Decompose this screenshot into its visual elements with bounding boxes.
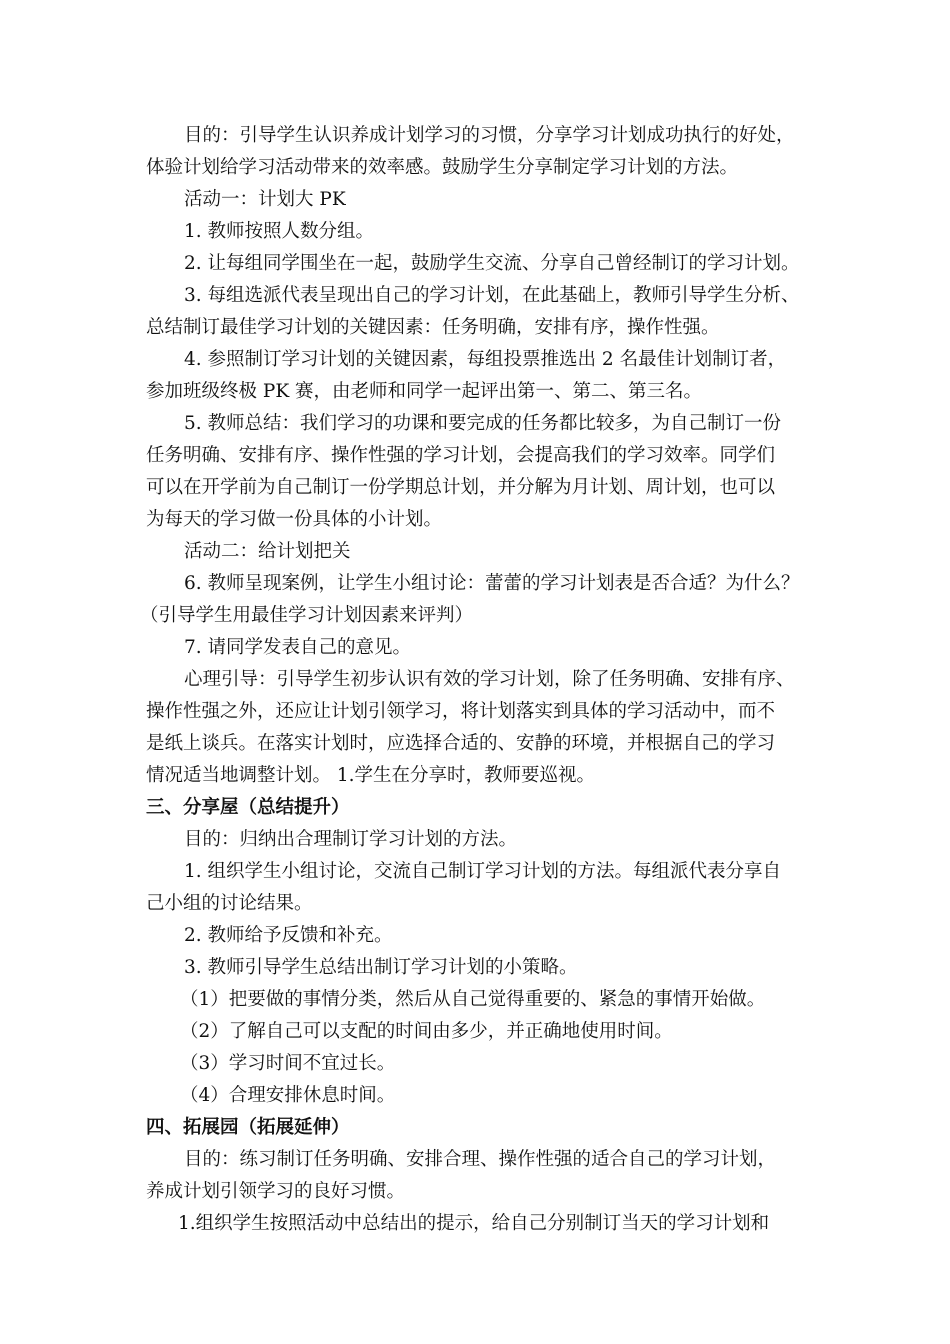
list-item: 2. 教师给予反馈和补充。: [184, 925, 393, 946]
guidance-paragraph: 心理引导：引导学生初步认识有效的学习计划，除了任务明确、安排有序、: [184, 669, 795, 690]
list-item: 1. 组织学生小组讨论，交流自己制订学习计划的方法。每组派代表分享自: [184, 861, 782, 882]
list-item: 7. 请同学发表自己的意见。: [184, 637, 412, 658]
list-item: 6. 教师呈现案例，让学生小组讨论：蕾蕾的学习计划表是否合适？为什么？: [184, 573, 800, 594]
paragraph-line: （引导学生用最佳学习计划因素来评判）: [140, 605, 474, 626]
paragraph-line: 情况适当地调整计划。 1.学生在分享时，教师要巡视。: [146, 765, 596, 786]
activity-title: 活动二：给计划把关: [184, 541, 351, 562]
paragraph-line: 总结制订最佳学习计划的关键因素：任务明确，安排有序，操作性强。: [146, 317, 720, 338]
list-item: 2. 让每组同学围坐在一起，鼓励学生交流、分享自己曾经制订的学习计划。: [184, 253, 800, 274]
sub-list-item: （2）了解自己可以支配的时间由多少，并正确地使用时间。: [180, 1021, 673, 1042]
paragraph-line: 参加班级终极 PK 赛，由老师和同学一起评出第一、第二、第三名。: [146, 381, 703, 402]
paragraph-line: 养成计划引领学习的良好习惯。: [146, 1181, 406, 1202]
sub-list-item: （3）学习时间不宜过长。: [180, 1053, 396, 1074]
paragraph-line: 可以在开学前为自己制订一份学期总计划，并分解为月计划、周计划，也可以: [146, 477, 776, 498]
sub-list-item: （1）把要做的事情分类，然后从自己觉得重要的、紧急的事情开始做。: [180, 989, 766, 1010]
section-heading: 三、分享屋（总结提升）: [146, 797, 350, 818]
list-item: 5. 教师总结：我们学习的功课和要完成的任务都比较多，为自己制订一份: [184, 413, 782, 434]
paragraph-line: 目的：归纳出合理制订学习计划的方法。: [184, 829, 518, 850]
paragraph-line: 为每天的学习做一份具体的小计划。: [146, 509, 443, 530]
paragraph-line: 操作性强之外，还应让计划引领学习，将计划落实到具体的学习活动中，而不: [146, 701, 776, 722]
sub-list-item: （4）合理安排休息时间。: [180, 1085, 396, 1106]
paragraph-line: 体验计划给学习活动带来的效率感。鼓励学生分享制定学习计划的方法。: [146, 157, 739, 178]
paragraph-line: 任务明确、安排有序、操作性强的学习计划，会提高我们的学习效率。同学们: [146, 445, 776, 466]
paragraph-line: 目的：练习制订任务明确、安排合理、操作性强的适合自己的学习计划，: [184, 1149, 777, 1170]
list-item: 4. 参照制订学习计划的关键因素，每组投票推选出 2 名最佳计划制订者，: [184, 349, 787, 370]
list-item: 3. 每组选派代表呈现出自己的学习计划，在此基础上，教师引导学生分析、: [184, 285, 800, 306]
paragraph-line: 是纸上谈兵。在落实计划时，应选择合适的、安静的环境，并根据自己的学习: [146, 733, 776, 754]
paragraph-line: 己小组的讨论结果。: [146, 893, 313, 914]
paragraph-line: 目的：引导学生认识养成计划学习的习惯，分享学习计划成功执行的好处，: [184, 125, 795, 146]
list-item: 1. 教师按照人数分组。: [184, 221, 375, 242]
activity-title: 活动一：计划大 PK: [184, 189, 346, 210]
section-heading: 四、拓展园（拓展延伸）: [146, 1117, 350, 1138]
list-item: 1.组织学生按照活动中总结出的提示，给自己分别制订当天的学习计划和: [178, 1213, 770, 1234]
list-item: 3. 教师引导学生总结出制订学习计划的小策略。: [184, 957, 578, 978]
